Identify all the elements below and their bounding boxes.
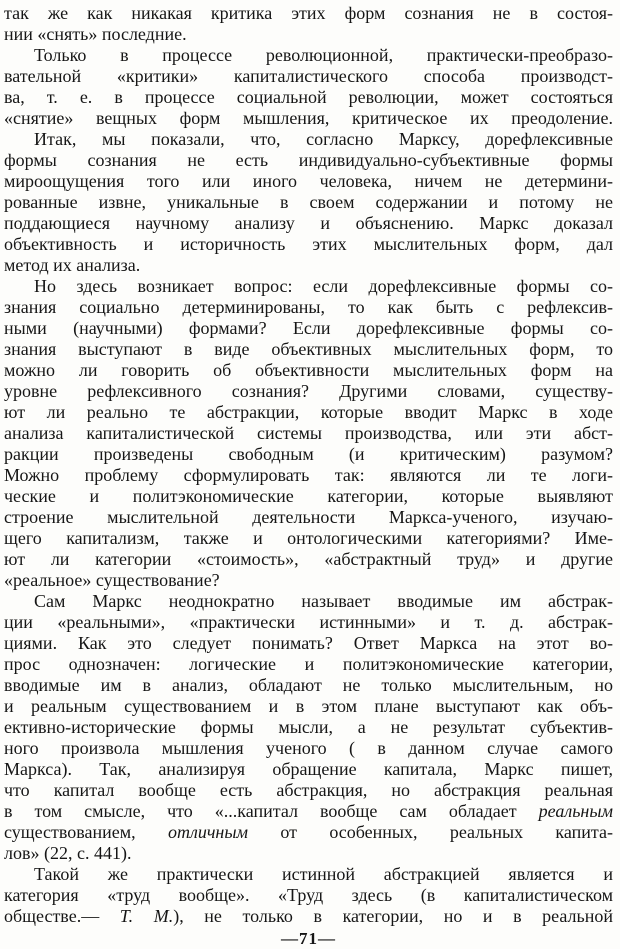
italic-text-run: Т. М. xyxy=(119,906,174,926)
text-line xyxy=(4,297,613,318)
text-line xyxy=(4,822,613,843)
text-run: лов» (22, с. 441). xyxy=(4,843,132,863)
italic-text-run: отличным xyxy=(168,822,249,842)
text-run: «реальное» существование? xyxy=(4,570,220,590)
text-run: объективность и историчность этих мыслительных форм, дал xyxy=(4,234,613,254)
text-line xyxy=(4,339,613,360)
text-line xyxy=(4,108,613,129)
text-run: щего капитализм, также и онтологическими категориями? Име- xyxy=(4,528,613,548)
text-line xyxy=(4,45,613,66)
text-line xyxy=(4,318,613,339)
text-line xyxy=(4,66,613,87)
text-run: ными (научными) формами? Если дорефлексивные формы со- xyxy=(4,318,613,338)
text-run: мироощущения того или иного человека, ничем не детермини- xyxy=(4,171,613,191)
text-line xyxy=(4,906,613,927)
text-line xyxy=(4,801,613,822)
text-run: ют ли категории «стоимость», «абстрактный труд» и другие xyxy=(4,549,613,569)
text-run: рованные извне, уникальные в своем содержании и потому не xyxy=(4,192,613,212)
text-run: формы сознания не есть индивидуально-субъективные формы xyxy=(4,150,613,170)
text-line xyxy=(4,675,613,696)
text-line xyxy=(4,381,613,402)
text-line xyxy=(4,759,613,780)
text-line xyxy=(4,465,613,486)
text-run: уровне рефлексивного сознания? Другими словами, существу- xyxy=(4,381,613,401)
text-run: анализа капиталистической системы производства, или эти абст- xyxy=(4,423,613,443)
text-line xyxy=(4,150,613,171)
text-line xyxy=(4,24,613,45)
text-run: вательной «критики» капиталистического способа производст- xyxy=(4,66,613,86)
text-line xyxy=(4,633,613,654)
text-run: Только в процессе революционной, практически-преобразо- xyxy=(34,45,613,65)
text-line xyxy=(4,171,613,192)
text-line xyxy=(4,402,613,423)
text-line xyxy=(4,717,613,738)
text-run: в том смысле, что «...капитал вообще сам обладает xyxy=(4,801,539,821)
text-line xyxy=(4,549,613,570)
text-run: ческие и политэкономические категории, которые выявляют xyxy=(4,486,613,506)
text-line xyxy=(4,738,613,759)
text-run: «снятие» вещных форм мышления, критическое их преодоление. xyxy=(4,108,613,128)
text-line xyxy=(4,507,613,528)
text-run: вводимые им в анализ, обладают не только мыслительным, но xyxy=(4,675,613,695)
text-run: Можно проблему сформулировать так: являются ли те логи- xyxy=(4,465,613,485)
text-run: так же как никакая критика этих форм сознания не в состоя- xyxy=(4,3,613,23)
text-run: ции «реальными», «практически истинными» и т. д. абстрак- xyxy=(4,612,613,632)
text-run: знания социально детерминированы, то как быть с рефлексив- xyxy=(4,297,613,317)
text-run: можно ли говорить об объективности мыслительных форм на xyxy=(4,360,613,380)
text-line xyxy=(4,444,613,465)
text-line xyxy=(4,570,613,591)
italic-text-run: реальным xyxy=(538,801,613,821)
text-run: метод их анализа. xyxy=(4,255,141,275)
text-run: знания выступают в виде объективных мыслительных форм, то xyxy=(4,339,613,359)
text-run: существованием, xyxy=(4,822,168,842)
text-run: обществе.— xyxy=(4,906,120,926)
text-line xyxy=(4,87,613,108)
text-line xyxy=(4,255,613,276)
text-run: ют ли реально те абстракции, которые вводит Маркс в ходе xyxy=(4,402,613,422)
text-line xyxy=(4,654,613,675)
text-line xyxy=(4,3,613,24)
text-run: ва, т. е. в процессе социальной революции, может состояться xyxy=(4,87,613,107)
text-line xyxy=(4,780,613,801)
text-line xyxy=(4,591,613,612)
text-run: нии «снять» последние. xyxy=(4,24,187,44)
text-run: ного произвола мышления ученого ( в данном случае самого xyxy=(4,738,613,758)
text-line xyxy=(4,885,613,906)
text-line xyxy=(4,696,613,717)
text-run: Такой же практически истинной абстракцией является и xyxy=(34,864,613,884)
text-run: Сам Маркс неоднократно называет вводимые им абстрак- xyxy=(34,591,613,611)
text-run: Маркса). Так, анализируя обращение капитала, Маркс пишет, xyxy=(4,759,613,779)
text-run: прос однозначен: логические и политэкономические категории, xyxy=(4,654,613,674)
text-run: строение мыслительной деятельности Маркса-ученого, изучаю- xyxy=(4,507,613,527)
text-line xyxy=(4,612,613,633)
text-run: Но здесь возникает вопрос: если дорефлексивные формы со- xyxy=(34,276,613,296)
text-run: ракции произведены свободным (и критическим) разумом? xyxy=(4,444,613,464)
text-run: Итак, мы показали, что, согласно Марксу, дорефлексивные xyxy=(34,129,613,149)
text-line xyxy=(4,234,613,255)
text-run: ективно-исторические формы мысли, а не результат субъектив- xyxy=(4,717,613,737)
body-text xyxy=(4,3,613,927)
text-run: от особенных, реальных капита- xyxy=(248,822,613,842)
text-run: категория «труд вообще». «Труд здесь (в капиталистическом xyxy=(4,885,613,905)
text-line xyxy=(4,360,613,381)
text-run: и реальным существованием и в этом плане выступают как объ- xyxy=(4,696,613,716)
text-run: ), не только в категории, но и в реальной xyxy=(173,906,613,926)
text-line xyxy=(4,843,613,864)
text-line xyxy=(4,129,613,150)
text-line xyxy=(4,213,613,234)
text-line xyxy=(4,528,613,549)
text-run: поддающиеся научному анализу и объяснению. Маркс доказал xyxy=(4,213,613,233)
text-line xyxy=(4,192,613,213)
text-run: циями. Как это следует понимать? Ответ Маркса на этот во- xyxy=(4,633,613,653)
text-line xyxy=(4,864,613,885)
text-run: что капитал вообще есть абстракция, но абстракция реальная xyxy=(4,780,613,800)
text-line xyxy=(4,423,613,444)
text-line xyxy=(4,276,613,297)
text-line xyxy=(4,486,613,507)
page-number: —71— xyxy=(281,929,336,948)
